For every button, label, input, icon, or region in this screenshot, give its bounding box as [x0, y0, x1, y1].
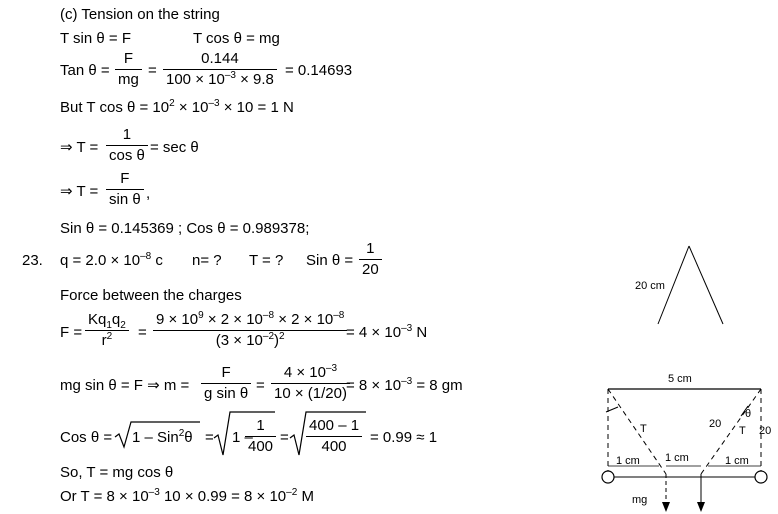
denominator: cos θ: [109, 146, 145, 164]
mg-arrow-left: [662, 502, 670, 512]
comma: ,: [146, 185, 151, 202]
equals-sign: =: [256, 377, 265, 394]
numerator: F: [115, 51, 142, 70]
numerator: 1: [106, 127, 148, 146]
numerator: 0.144: [163, 51, 277, 70]
fig2-weight-label: mg: [632, 494, 648, 506]
problem-number: 23.: [22, 252, 43, 269]
but-line: But T $\cos \theta = 10^2 \times 10^{-3} \times 10 = 1$ N: [60, 98, 294, 116]
equals-sign: =: [138, 324, 147, 341]
fraction-f-over-sin: [106, 171, 144, 208]
fraction-1-over-400: [245, 418, 276, 455]
fraction-399-over-400: [306, 418, 362, 455]
numerator: F: [201, 365, 251, 384]
charge-left: [602, 471, 614, 483]
denominator: 10 × (1/20): [274, 384, 347, 402]
t-sec-rhs: = sec θ: [150, 139, 199, 156]
fig1-length-label: 20 cm: [635, 280, 665, 292]
fig2-tension-left: T: [640, 423, 647, 435]
fraction-mass-value: [271, 365, 350, 402]
cos-result: = 0.99 ≈ 1: [370, 429, 438, 446]
fraction-coulomb: [85, 312, 129, 349]
denominator: mg: [118, 70, 139, 88]
fig2-dim-left: 1 cm: [616, 455, 640, 467]
denominator: 400: [248, 437, 274, 455]
numerator: 1: [245, 418, 276, 437]
numerator: 1: [359, 241, 382, 260]
fraction-1-over-20: [359, 241, 382, 278]
one-minus: 1 –: [232, 429, 253, 446]
denominator: g sin θ: [204, 384, 249, 402]
denominator: $100 \times 10^{-3} \times 9.8$: [166, 69, 274, 88]
fig2-length-left: 20: [709, 418, 722, 430]
force-result: = $4 \times 10^{-3}$ N: [346, 323, 428, 341]
fig2-length-right: 20: [759, 425, 772, 437]
numerator: $9 \times 10^9 \times 2 \times 10^{-8} \times 2 \times 10^{-8}$: [153, 312, 347, 331]
mass-lhs: mg sin θ = F ⇒ m =: [60, 377, 190, 394]
string-right: [689, 246, 723, 324]
fig2-width-label: 5 cm: [668, 373, 692, 385]
fraction-f-over-mg: [115, 51, 142, 88]
section-heading: (c) Tension on the string: [60, 6, 220, 23]
figure-charges: [596, 372, 778, 514]
cos-lhs: Cos θ =: [60, 429, 113, 446]
sin-cos-values: Sin θ = 0.145369 ; Cos θ = 0.989378;: [60, 220, 310, 237]
mass-result: = $8 \times 10^{-3} = 8$ gm: [346, 376, 463, 394]
force-lhs: F =: [60, 324, 83, 341]
denominator: $r^2$: [101, 330, 113, 349]
fraction-tan-value: [163, 51, 277, 88]
charge-value: $q = 2.0 \times 10^{-8}$ c: [60, 251, 163, 269]
numerator: $4 \times 10^{-3}$: [271, 365, 350, 384]
equation-tsin: T sin θ = F: [60, 30, 132, 47]
equals-sign: =: [280, 429, 289, 446]
equals-sign: =: [148, 62, 157, 79]
fig2-tension-right: T: [739, 425, 746, 437]
numerator: F: [106, 171, 144, 190]
fig2-dim-right: 1 cm: [725, 455, 749, 467]
unknown-n: n= ?: [192, 252, 222, 269]
t-sec-lhs: ⇒ T =: [60, 139, 99, 156]
numerator: $Kq_1q_2$: [85, 312, 129, 331]
force-heading: Force between the charges: [60, 287, 242, 304]
sin-lhs: Sin θ =: [306, 252, 354, 269]
t-f-sin-lhs: ⇒ T =: [60, 183, 99, 200]
fig2-dim-mid: 1 cm: [665, 452, 689, 464]
denominator: 20: [362, 260, 379, 278]
radicand-1: 1 – Sin$^2$θ: [132, 428, 193, 446]
tan-result: = 0.14693: [285, 62, 353, 79]
fraction-force-value: [153, 312, 347, 349]
equals-sign: =: [205, 429, 214, 446]
mg-arrow-right: [697, 502, 705, 512]
denominator: 400: [321, 437, 347, 455]
fraction-1-over-cos: [106, 127, 148, 164]
fig2-theta: θ: [745, 408, 752, 420]
unknown-t: T = ?: [249, 252, 284, 269]
so-line: So, T = mg cos θ: [60, 464, 174, 481]
denominator: sin θ: [109, 190, 141, 208]
or-line: Or $T = 8 \times 10^{-3}$ $10 \times 0.99 = 8 \times 10^{-2}$ M: [60, 487, 314, 505]
numerator: 400 – 1: [306, 418, 362, 437]
charge-right: [755, 471, 767, 483]
fraction-f-over-gsin: [201, 365, 251, 402]
equation-tcos: T cos θ = mg: [193, 30, 280, 47]
denominator: $(3 \times 10^{-2})^2$: [215, 330, 285, 349]
tan-lhs: Tan θ =: [60, 62, 110, 79]
